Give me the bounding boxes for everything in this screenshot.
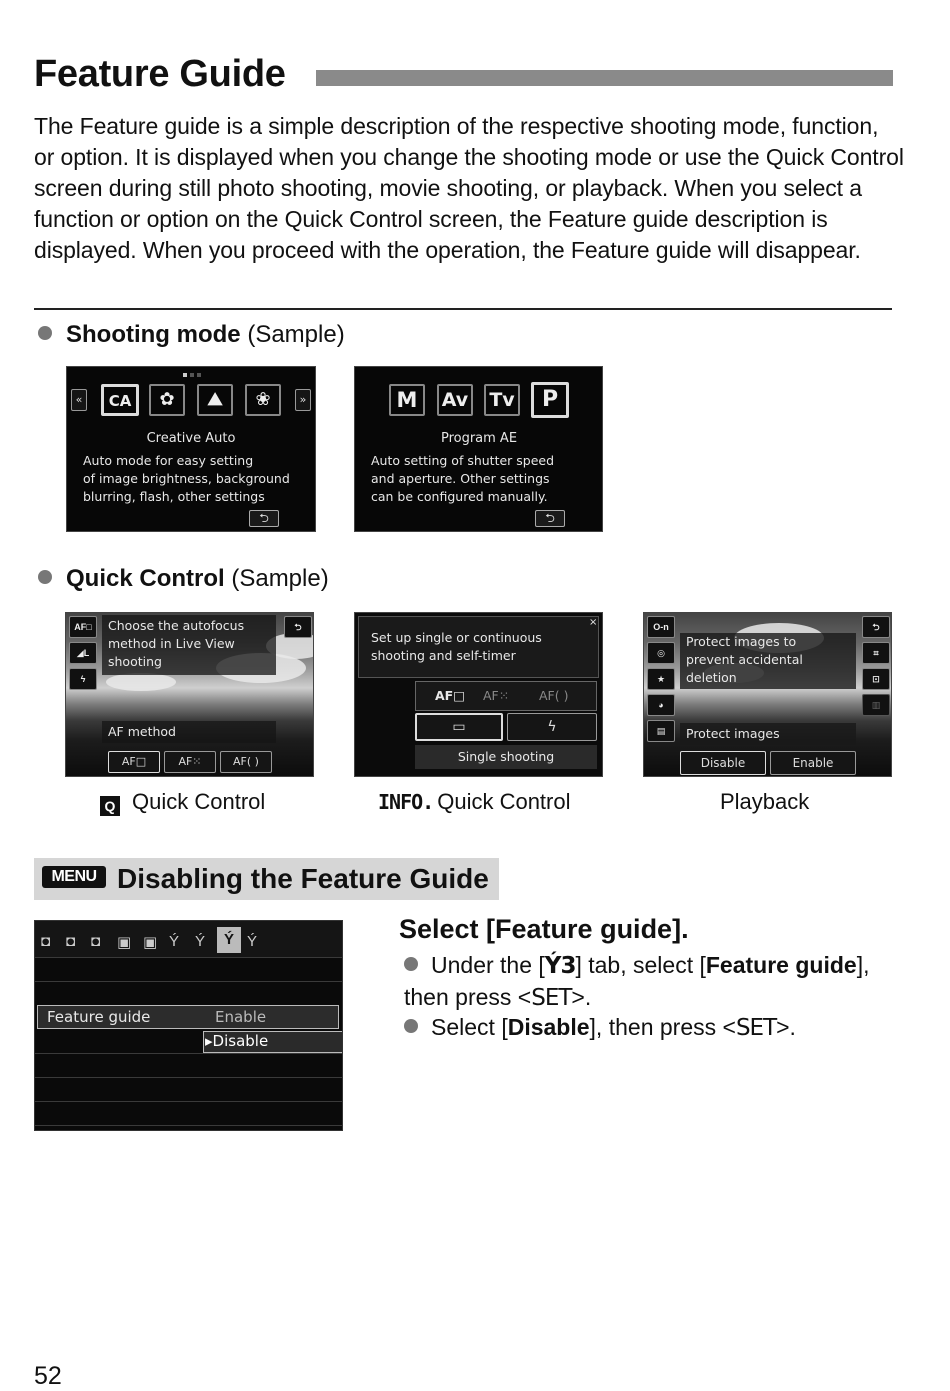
caption-quick-control-q xyxy=(100,788,265,816)
page-dots xyxy=(183,373,201,377)
landscape-mode-icon[interactable]: ⛰ xyxy=(197,384,233,416)
feature-guide-line: prevent accidental xyxy=(686,652,803,667)
feature-guide-line: shooting and self-timer xyxy=(371,648,516,663)
single-shooting-option[interactable]: ▭ xyxy=(415,713,503,741)
playback-quick-control-screen xyxy=(643,612,892,777)
creative-auto-screen xyxy=(66,366,316,532)
creative-filter-tile[interactable]: ◕ xyxy=(647,694,675,716)
feature-guide-line: Set up single or continuous xyxy=(371,630,542,645)
program-mode-icon[interactable]: P xyxy=(531,382,569,418)
section-banner xyxy=(34,858,499,900)
af-quick-option[interactable]: AF( ) xyxy=(220,751,272,773)
protect-tile[interactable]: O-n xyxy=(647,616,675,638)
feature-guide-line: shooting xyxy=(108,654,162,669)
display-tile[interactable]: ▤ xyxy=(647,720,675,742)
feature-guide-line: deletion xyxy=(686,670,737,685)
crop-icon[interactable]: ⌗ xyxy=(862,642,890,664)
title-rule-bar xyxy=(316,70,893,86)
screen-description-line: and aperture. Other settings xyxy=(371,471,550,486)
scroll-left-icon[interactable]: « xyxy=(71,389,87,411)
step-1 xyxy=(404,950,874,1014)
program-ae-screen xyxy=(354,366,603,532)
setup-tab-4-icon[interactable]: Ý xyxy=(247,933,258,950)
back-icon[interactable]: ⮌ xyxy=(284,616,312,638)
disable-option[interactable]: ▸Disable xyxy=(205,1032,269,1050)
playback-tab-2-icon[interactable]: ▣ xyxy=(143,934,158,951)
step-text: ], then press < xyxy=(589,1014,736,1040)
caption-text: Playback xyxy=(720,789,810,814)
quick-control-suffix: (Sample) xyxy=(231,565,329,592)
aperture-priority-icon[interactable]: Av xyxy=(437,384,473,416)
info-button-icon: INFO. xyxy=(378,790,434,814)
step-text: >. xyxy=(776,1014,796,1040)
back-icon[interactable]: ⮌ xyxy=(535,510,565,527)
shooting-tab-1-icon[interactable]: ◘ xyxy=(41,933,51,950)
step-bold: Disable xyxy=(507,1014,590,1040)
caption-playback xyxy=(720,788,809,816)
step-text: ], then press < xyxy=(404,952,870,1010)
page-title: Feature Guide xyxy=(34,53,286,95)
enable-option[interactable]: Enable xyxy=(215,1008,267,1026)
feature-guide-line: Protect images to xyxy=(686,634,797,649)
histogram-icon[interactable]: ▥ xyxy=(862,694,890,716)
feature-guide-line: Choose the autofocus xyxy=(108,618,245,633)
step-title: Select [Feature guide]. xyxy=(399,914,689,944)
creative-auto-mode-icon[interactable]: CA xyxy=(101,384,139,416)
back-icon[interactable]: ⮌ xyxy=(249,510,279,527)
drive-mode-status: Single shooting xyxy=(457,749,555,764)
setup-tab-3-ref-icon: Ý3 xyxy=(544,953,576,979)
bullet-icon xyxy=(404,1019,418,1033)
caption-quick-control-info xyxy=(378,788,571,816)
step-text: Select [ xyxy=(431,1014,508,1040)
shooting-tab-3-icon[interactable]: ◘ xyxy=(91,933,101,950)
closeup-mode-icon[interactable]: ❀ xyxy=(245,384,281,416)
section-title: Disabling the Feature Guide xyxy=(117,863,489,894)
af-face-option[interactable]: AF⁙ xyxy=(164,751,216,773)
screen-description-line: Auto mode for easy setting xyxy=(83,453,254,468)
close-icon[interactable]: × xyxy=(589,617,598,628)
bullet-icon xyxy=(404,957,418,971)
screen-description-line: can be configured manually. xyxy=(371,489,548,504)
bullet-icon xyxy=(38,326,52,340)
setup-tab-1-icon[interactable]: Ý xyxy=(169,933,180,950)
feature-guide-line: method in Live View xyxy=(108,636,235,651)
step-bold: Feature guide xyxy=(705,952,857,978)
back-icon[interactable]: ⮌ xyxy=(862,616,890,638)
set-button-icon: SET xyxy=(531,985,572,1011)
setup-menu-screen xyxy=(34,920,343,1131)
enable-button[interactable]: Enable xyxy=(770,751,856,775)
quick-control-label: Quick Control xyxy=(66,565,225,592)
shutter-priority-icon[interactable]: Tv xyxy=(484,384,520,416)
step-2 xyxy=(404,1012,874,1044)
live-view-quick-control-screen xyxy=(65,612,314,777)
af-live-option[interactable]: AF□ xyxy=(435,688,466,703)
playback-tab-1-icon[interactable]: ▣ xyxy=(117,934,132,951)
af-method-label: AF method xyxy=(108,724,176,739)
caption-text: Quick Control xyxy=(437,789,571,814)
portrait-mode-icon[interactable]: ✿ xyxy=(149,384,185,416)
step-text: >. xyxy=(571,984,592,1010)
screen-description-line: Auto setting of shutter speed xyxy=(371,453,555,468)
af-quick-option[interactable]: AF( ) xyxy=(539,688,569,703)
af-face-option[interactable]: AF⁙ xyxy=(483,688,510,703)
quick-control-heading xyxy=(38,564,329,594)
bullet-icon xyxy=(38,570,52,584)
shooting-mode-label: Shooting mode xyxy=(66,321,241,348)
rating-tile[interactable]: ★ xyxy=(647,668,675,690)
shooting-tab-2-icon[interactable]: ◘ xyxy=(66,933,76,950)
shooting-mode-heading xyxy=(38,320,345,350)
step-text: Under the [ xyxy=(431,952,545,978)
disable-button[interactable]: Disable xyxy=(680,751,766,775)
page-number: 52 xyxy=(34,1362,62,1390)
caption-text: Quick Control xyxy=(132,789,266,814)
screen-mode-title: Creative Auto xyxy=(146,431,236,446)
scroll-right-icon[interactable]: » xyxy=(295,389,311,411)
divider xyxy=(34,308,892,310)
feature-guide-menu-item[interactable]: Feature guide xyxy=(47,1008,151,1026)
setup-tab-3-icon[interactable]: Ý xyxy=(217,927,241,953)
image-quality-tile[interactable]: ◢L xyxy=(69,642,97,664)
resize-icon[interactable]: ⊡ xyxy=(862,668,890,690)
manual-mode-icon[interactable]: M xyxy=(389,384,425,416)
continuous-shooting-option[interactable]: ϟ xyxy=(507,713,597,741)
shooting-mode-suffix: (Sample) xyxy=(247,321,345,348)
af-live-option[interactable]: AF□ xyxy=(108,751,160,773)
set-button-icon: SET xyxy=(735,1015,777,1041)
screen-description-line: of image brightness, background xyxy=(83,471,290,486)
protect-images-label: Protect images xyxy=(686,726,780,741)
rotate-tile[interactable]: ◎ xyxy=(647,642,675,664)
screen-mode-title: Program AE xyxy=(440,431,518,446)
quick-control-q-icon: Q xyxy=(100,796,120,816)
menu-button-icon: MENU xyxy=(42,866,106,888)
setup-tab-2-icon[interactable]: Ý xyxy=(195,933,206,950)
af-method-tile[interactable]: AF□ xyxy=(69,616,97,638)
intro-paragraph: The Feature guide is a simple description of the respective shooting mode, function, or option. It is displayed when you change the shooting mode or use the Quick Control screen during still photo shooting, movie shooting, or playback. When you select a function or option on the Quick Control screen, the Feature guide description is displayed. When you proceed with the operation, the Feature guide will disappear. xyxy=(34,113,904,263)
info-quick-control-screen xyxy=(354,612,603,777)
screen-description-line: blurring, flash, other settings xyxy=(83,489,265,504)
step-text: ] tab, select [ xyxy=(575,952,706,978)
flash-tile[interactable]: ϟ xyxy=(69,668,97,690)
